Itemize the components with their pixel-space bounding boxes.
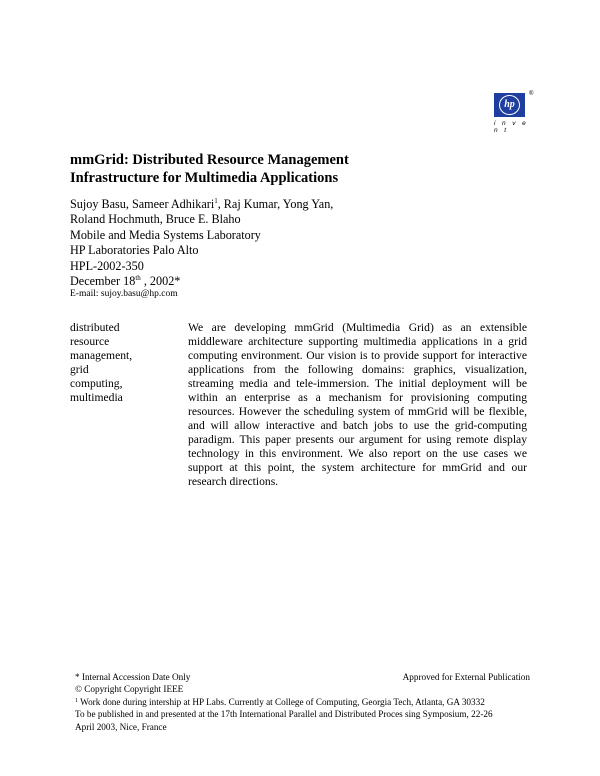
author-footnote	[75, 696, 530, 708]
report-number: HPL-2002-350	[70, 258, 144, 273]
authors-line-2: Roland Hochmuth, Bruce E. Blaho	[70, 212, 241, 227]
keyword: resource	[70, 335, 110, 348]
copyright-note: © Copyright Copyright IEEE	[75, 684, 184, 695]
author-footnote-mark: 1	[214, 197, 218, 205]
registered-mark: ®	[529, 91, 534, 97]
keyword: distributed	[70, 321, 120, 334]
footer-notes	[75, 671, 530, 733]
paper-title	[70, 151, 490, 187]
footnote-mark: 1	[75, 697, 78, 704]
publication-note-line-2: April 2003, Nice, France	[75, 721, 167, 732]
authors-line-1	[70, 197, 470, 212]
publication-note-line-1: To be published in and presented at the 17th International Parallel and Distributed Proces sing Symposium, 22-26	[75, 709, 493, 720]
footer-row-1	[75, 671, 530, 683]
keyword: computing,	[70, 377, 123, 390]
authors-line-1-pre: Sujoy Basu, Sameer Adhikari	[70, 197, 215, 211]
date-post: , 2002*	[140, 274, 181, 289]
date-pre: December 18	[70, 274, 136, 289]
author-block	[70, 197, 470, 289]
keyword: multimedia	[70, 391, 123, 404]
footnote-text: Work done during intership at HP Labs. Currently at College of Computing, Georgia Tech, Atlanta, GA 30332	[78, 696, 485, 707]
title-line-1: mmGrid: Distributed Resource Management	[70, 152, 349, 168]
date-suffix: th	[135, 274, 141, 283]
logo-tagline: i n v e n t	[494, 120, 529, 134]
report-date	[70, 274, 470, 289]
keywords	[70, 321, 160, 405]
hp-logo	[492, 91, 536, 134]
contact-email: E-mail: sujoy.basu@hp.com	[70, 289, 178, 299]
internal-accession-note: * Internal Accession Date Only	[75, 672, 191, 682]
keyword: grid	[70, 363, 89, 376]
abstract: We are developing mmGrid (Multimedia Grid) as an extensible middleware architecture supporting multimedia applications in a grid computing environment. Our vision is to provide support for interactive applications from the following domains: graphics, visualization, streaming media and tele-immersion. The initial deployment will be within an enterprise as a mechanism for provisioning computing resources. However the scheduling system of mmGrid will be flexible, and will allow interactive and batch jobs to use the grid-computing paradigm. This paper presents our argument for using remote display technology in this environment. We also report on the use cases we support at this point, the system architecture for mmGrid and our research directions.	[188, 321, 527, 488]
authors-line-1-post: , Raj Kumar, Yong Yan,	[217, 197, 334, 211]
hp-mark: hp	[499, 95, 520, 115]
lab-name: Mobile and Media Systems Laboratory	[70, 227, 261, 242]
org-name: HP Laboratories Palo Alto	[70, 243, 199, 258]
approval-note: Approved for External Publication	[402, 672, 530, 682]
hp-logo-icon	[494, 93, 525, 117]
title-line-2: Infrastructure for Multimedia Applications	[70, 170, 339, 186]
keyword: management,	[70, 349, 133, 362]
